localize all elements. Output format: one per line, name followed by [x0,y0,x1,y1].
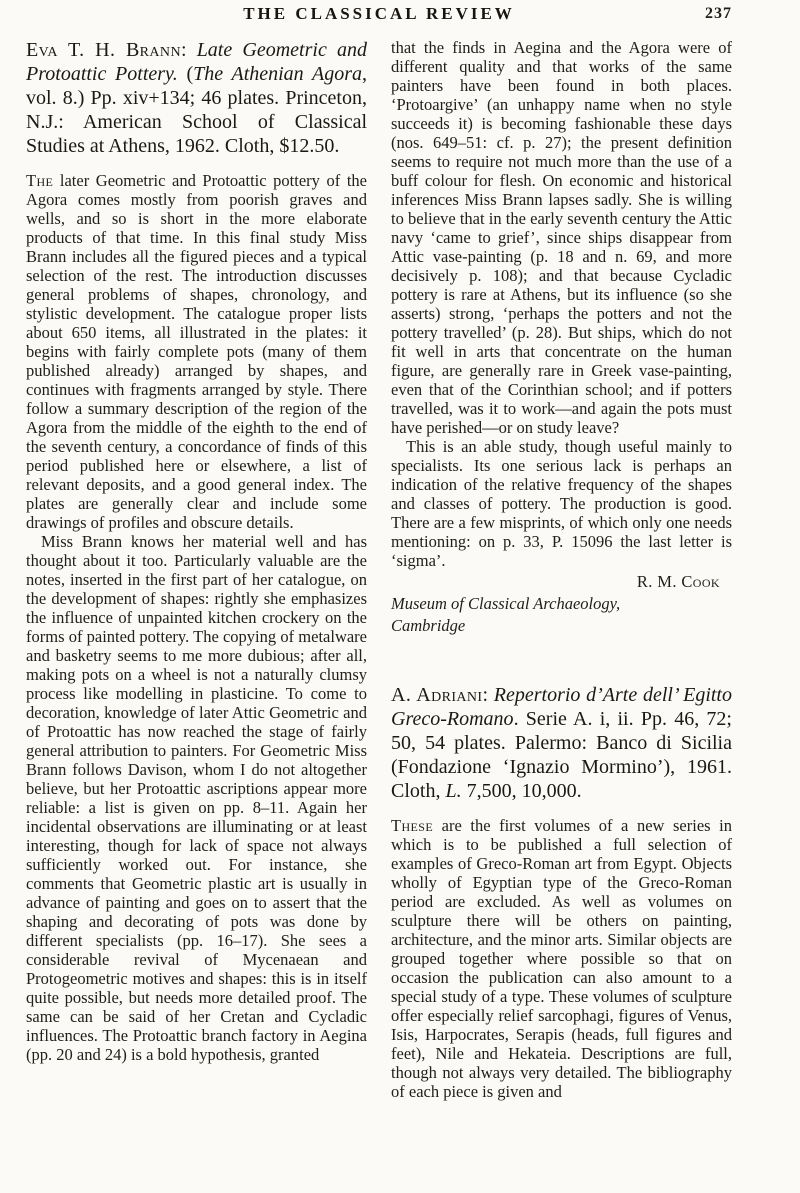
review-1-citation: Eva T. H. Brann: Late Geometric and Protoattic Pottery. (The Athenian Agora, vol. 8.) Pp. xiv+134; 46 plates. Princeton, N.J.: American School of Classical Studies at Athens, 1962. Cloth, $12.50. [26,39,367,157]
affiliation-city: Cambridge [391,616,466,635]
review-1-paragraph-2: Miss Brann knows her material well and has thought about it too. Particularly valuable are the notes, inserted in the first part of her catalogue, on the development of shapes: rightly she emphasizes the influence of unpainted kitchen crockery on the forms of painted pottery. The copying of metalware and basketry seems to me more dubious; after all, making pots on a wheel is not a naturally clumsy process like modelling in plasticine. To come to decoration, knowledge of later Attic Geometric and of Protoattic has now reached the stage of fairly general attribution to painters. For Geometric Miss Brann follows Davison, whom I do not altogether believe, but her Protoattic ascriptions appear more reliable: a list is given on pp. 8–11. Again her incidental observations are illuminating or at least interesting, though for lack of space not always sufficiently worked out. For instance, she comments that Geometric plastic art is usually in advance of painting and goes on to assert that the shaping and decorating of pots was done by different specialists (pp. 16–17). She sees a considerable revival of Mycenaean and Protogeometric motives and shapes: this is in itself quite possible, but needs more detailed proof. The same can be said of her Cretan and Cycladic influences. The Protoattic branch factory in Aegina (pp. 20 and 24) is a bold hypothesis, granted [26,532,367,1064]
left-column [26,38,367,1101]
review-2-citation: A. Adriani: Repertorio d’Arte dell’ Egitto Greco-Romano. Serie A. i, ii. Pp. 46, 72; 50, 54 plates. Palermo: Banco di Sicilia (Fondazione ‘Ignazio Mormino’), 1961. Cloth, L. 7,500, 10,000. [391,684,732,802]
review-1-paragraph-1: The later Geometric and Protoattic pottery of the Agora comes mostly from poorish graves and wells, and so is short in the more elaborate products of that time. In this final study Miss Brann includes all the figured pieces and a typical selection of the rest. The introduction discusses general problems of shapes, chronology, and stylistic development. The catalogue proper lists about 650 items, all illustrated in the plates: it begins with fairly complete pots (many of them published already) arranged by shapes, and continues with fragments arranged by style. There follow a summary description of the region of the Agora from the middle of the eighth to the end of the seventh century, a concordance of finds of this period published here or elsewhere, a list of relevant deposits, and a good general index. The plates are generally clear and include some drawings of profiles and obscure details. [26,171,367,532]
journal-title: THE CLASSICAL REVIEW [243,4,515,23]
reviewer-signature [391,571,732,592]
right-column [391,38,732,1101]
reviewer-name: R. M. Cook [636,572,720,591]
review-2-paragraph-1: These are the first volumes of a new series in which is to be published a full selection of examples of Greco-Roman art from Egypt. Objects wholly of Egyptian type of the Greco-Roman period are excluded. As well as volumes on sculpture there will be others on painting, architecture, and the minor arts. Similar objects are grouped together where possible so that on occasion the publication can also amount to a special study of a type. These volumes of sculpture offer especially relief sarcophagi, figures of Venus, Isis, Harpocrates, Serapis (heads, full figures and feet), Nile and Hekateia. Descriptions are full, though not always very detailed. The bibliography of each piece is given and [391,816,732,1101]
two-column-text-block [26,38,732,1101]
page-number: 237 [705,5,732,22]
reviewer-affiliation [391,593,732,637]
running-head [26,4,732,26]
affiliation-institution: Museum of Classical Archaeology, [391,594,621,613]
review-1-paragraph-4: This is an able study, though useful mainly to specialists. Its one serious lack is perhaps an indication of the relative frequency of the shapes and classes of pottery. The production is good. There are a few misprints, of which only one needs mentioning: on p. 33, P. 15096 the last letter is ‘sigma’. [391,437,732,570]
review-1-paragraph-3: that the finds in Aegina and the Agora were of different quality and that works of the same painters have been found in both places. ‘Protoargive’ (an unhappy name when no style succeeds it) is becoming fashionable these days (nos. 649–51: cf. p. 27); the present definition seems to require not much more than the use of a buff colour for flesh. On economic and historical inferences Miss Brann lapses sadly. She is willing to believe that in the early seventh century the Attic navy ‘came to grief’, since ships disappear from Attic vase-painting (p. 18 and n. 69, and more decisively p. 108); and that because Cycladic pottery is rare at Athens, but its influence (so she asserts) strong, ‘perhaps the potters and not the pottery travelled’ (p. 28). But ships, which do not fit well in arts that concentrate on the human figure, are generally rare in Greek vase-painting, even that of the Corinthian school; and if potters travelled, was it to work—and again the pots must have perished—or on study leave? [391,38,732,437]
